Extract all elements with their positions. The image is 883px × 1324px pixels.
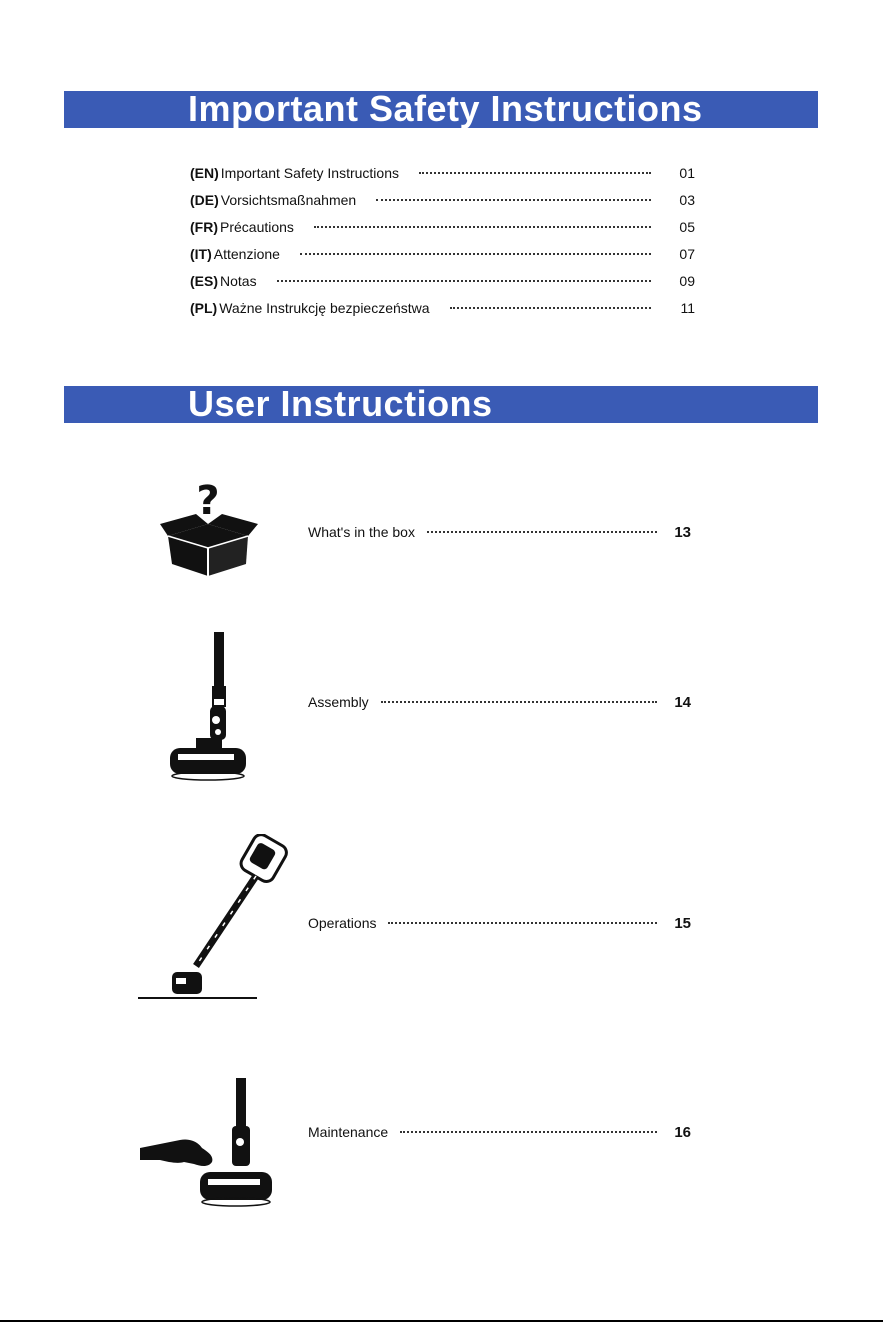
dot-leader [450,307,651,309]
dot-leader [314,226,651,228]
safety-heading: Important Safety Instructions [188,91,703,128]
toc-page: 07 [679,246,695,262]
toc-row-operations[interactable] [308,915,691,932]
user-heading: User Instructions [188,386,493,423]
bottom-rule [0,1320,883,1322]
toc-title: Operations [308,915,377,931]
vacuum-tilted-icon [138,834,298,1004]
toc-page: 03 [679,192,695,208]
dot-leader [427,531,657,533]
toc-row-es[interactable] [190,273,695,300]
vacuum-upright-icon [166,630,250,782]
toc-code: (IT) [190,246,212,262]
toc-row-pl[interactable] [190,300,695,327]
dot-leader [277,280,651,282]
toc-row-maintenance[interactable] [308,1124,691,1141]
toc-title: Maintenance [308,1124,389,1140]
toc-row-de[interactable] [190,192,695,219]
toc-title: Notas [220,273,257,289]
svg-text:?: ? [196,478,220,524]
dot-leader [388,922,657,924]
toc-page: 09 [679,273,695,289]
toc-row-assembly[interactable] [308,694,691,711]
toc-title: What's in the box [308,524,415,540]
question-box-icon [160,476,260,578]
toc-row-whats-in-the-box[interactable] [308,524,691,541]
dot-leader [300,253,651,255]
toc-title: Assembly [308,694,369,710]
toc-title: Ważne Instrukcję bezpieczeństwa [219,300,430,316]
toc-title: Vorsichtsmaßnahmen [220,192,357,208]
toc-page: 05 [679,219,695,235]
toc-page: 14 [674,694,691,711]
toc-code: (PL) [190,300,218,316]
toc-title: Important Safety Instructions [220,165,399,181]
dot-leader [400,1131,657,1133]
dot-leader [419,172,651,174]
dot-leader [376,199,651,201]
toc-row-it[interactable] [190,246,695,273]
toc-page: 11 [680,300,695,316]
toc-page: 13 [674,524,691,541]
toc-page: 16 [674,1124,691,1141]
toc-row-fr[interactable] [190,219,695,246]
toc-row-en[interactable] [190,165,695,192]
toc-code: (FR) [190,219,218,235]
user-banner [64,386,818,423]
toc-title: Précautions [220,219,294,235]
toc-page: 01 [679,165,695,181]
toc-code: (DE) [190,192,219,208]
toc-code: (EN) [190,165,219,181]
toc-page: 15 [674,915,691,932]
hand-vacuum-brush-icon [138,1076,272,1210]
toc-code: (ES) [190,273,218,289]
safety-toc [190,165,695,327]
dot-leader [381,701,657,703]
safety-banner [64,91,818,128]
toc-title: Attenzione [213,246,280,262]
